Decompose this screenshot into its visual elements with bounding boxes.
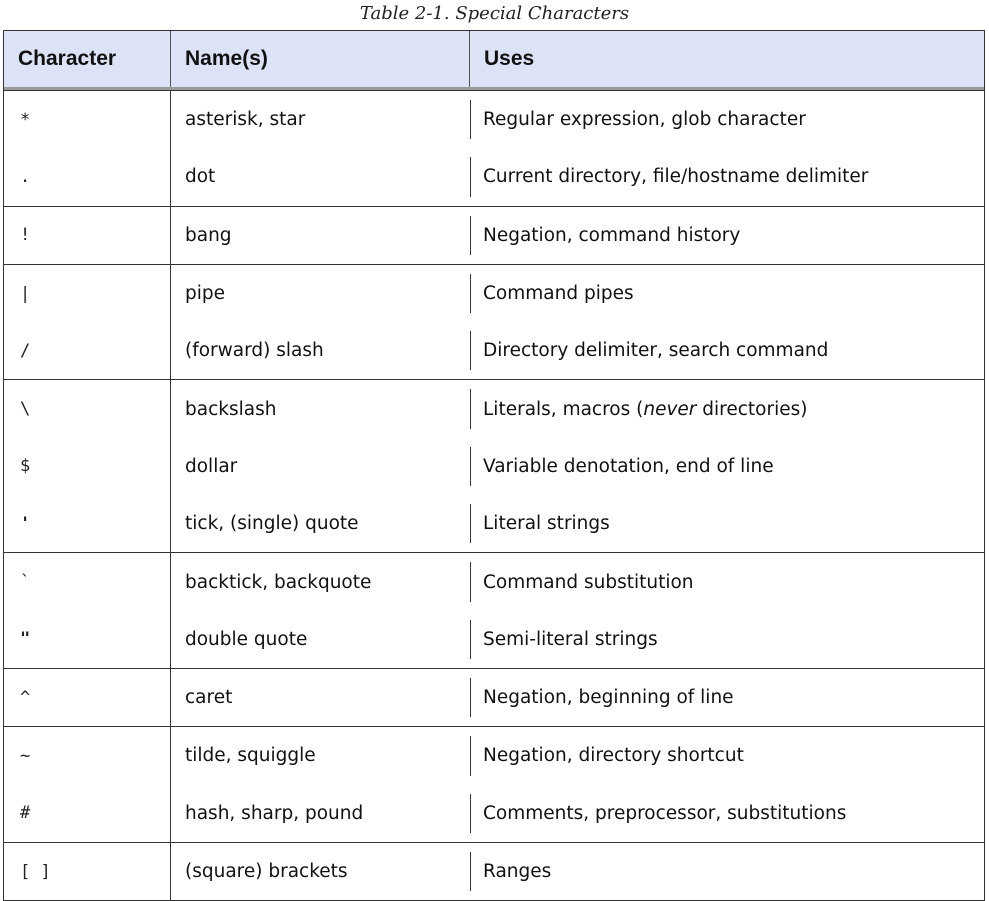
name-cell: backslash — [185, 398, 277, 420]
use-text: directories) — [696, 398, 808, 420]
table-row-group — [4, 264, 984, 380]
name-cell: pipe — [185, 283, 226, 305]
character-cell: \ — [20, 399, 31, 420]
use-cell: Negation, command history — [470, 207, 984, 264]
character-cell: ` — [20, 572, 31, 593]
name-cell: caret — [185, 687, 233, 709]
table-header-row — [4, 30, 984, 90]
uses-column — [470, 843, 984, 900]
character-column — [4, 843, 171, 900]
name-cell: (square) brackets — [185, 861, 348, 882]
use-cell: Directory delimiter, search command — [470, 322, 984, 379]
character-cell: | — [20, 283, 31, 304]
use-emphasis: never — [643, 398, 697, 420]
character-cell: [ ] — [20, 861, 51, 882]
header-uses: Uses — [484, 47, 535, 70]
names-column — [171, 265, 470, 380]
use-cell: Comments, preprocessor, substitutions — [470, 785, 984, 842]
names-column — [171, 207, 470, 264]
names-column — [171, 727, 470, 842]
name-cell: backtick, backquote — [185, 571, 372, 593]
table-row-group — [4, 842, 984, 900]
character-cell: / — [20, 340, 31, 361]
names-column — [171, 380, 470, 552]
special-characters-table — [3, 30, 985, 901]
name-cell: (forward) slash — [185, 340, 324, 362]
table-row-group — [4, 668, 984, 726]
uses-column — [470, 727, 984, 842]
character-cell: ^ — [20, 687, 31, 708]
character-column — [4, 553, 171, 668]
use-cell: Semi-literal strings — [470, 611, 984, 668]
use-cell: Negation, beginning of line — [470, 669, 984, 726]
use-cell: Command pipes — [470, 265, 984, 322]
table-row-group — [4, 379, 984, 552]
uses-column — [470, 669, 984, 726]
name-cell: bang — [185, 224, 232, 246]
table-row-group — [4, 726, 984, 842]
uses-column — [470, 380, 984, 552]
use-cell: Current directory, file/hostname delimiter — [470, 148, 984, 205]
use-cell: Ranges — [470, 843, 984, 900]
character-cell: ! — [20, 225, 31, 246]
header-names: Name(s) — [171, 31, 470, 87]
table-caption: Table 2-1. Special Characters — [359, 3, 630, 24]
names-column — [171, 843, 470, 900]
name-cell: tilde, squiggle — [185, 745, 316, 767]
use-cell: Literal strings — [470, 495, 984, 552]
use-cell: Variable denotation, end of line — [470, 438, 984, 495]
character-column — [4, 380, 171, 552]
table-row-group — [4, 206, 984, 264]
table-row-group — [4, 552, 984, 668]
name-cell: asterisk, star — [185, 109, 306, 131]
name-cell: hash, sharp, pound — [185, 802, 364, 824]
names-column — [171, 669, 470, 726]
name-cell: tick, (single) quote — [185, 513, 359, 535]
name-cell: dollar — [185, 455, 238, 477]
use-cell: Regular expression, glob character — [470, 91, 984, 148]
character-column — [4, 727, 171, 842]
character-cell: ' — [20, 513, 31, 534]
character-cell: $ — [20, 456, 31, 477]
uses-column — [470, 265, 984, 380]
header-character: Character — [4, 31, 171, 87]
names-column — [171, 91, 470, 206]
names-column — [171, 553, 470, 668]
character-column — [4, 265, 171, 380]
character-column — [4, 91, 171, 206]
use-cell: Negation, directory shortcut — [470, 727, 984, 784]
character-cell: . — [20, 166, 31, 187]
name-cell: dot — [185, 166, 216, 188]
table-row-group — [4, 90, 984, 206]
use-cell — [470, 380, 984, 437]
character-cell: # — [20, 803, 31, 824]
use-text: Literals, macros ( — [483, 398, 644, 420]
character-cell: ~ — [20, 745, 31, 766]
name-cell: double quote — [185, 628, 308, 650]
use-cell: Command substitution — [470, 553, 984, 610]
character-column — [4, 669, 171, 726]
character-cell: * — [20, 109, 31, 130]
uses-column — [470, 207, 984, 264]
character-cell: " — [20, 629, 31, 650]
uses-column — [470, 553, 984, 668]
character-column — [4, 207, 171, 264]
uses-column — [470, 91, 984, 206]
